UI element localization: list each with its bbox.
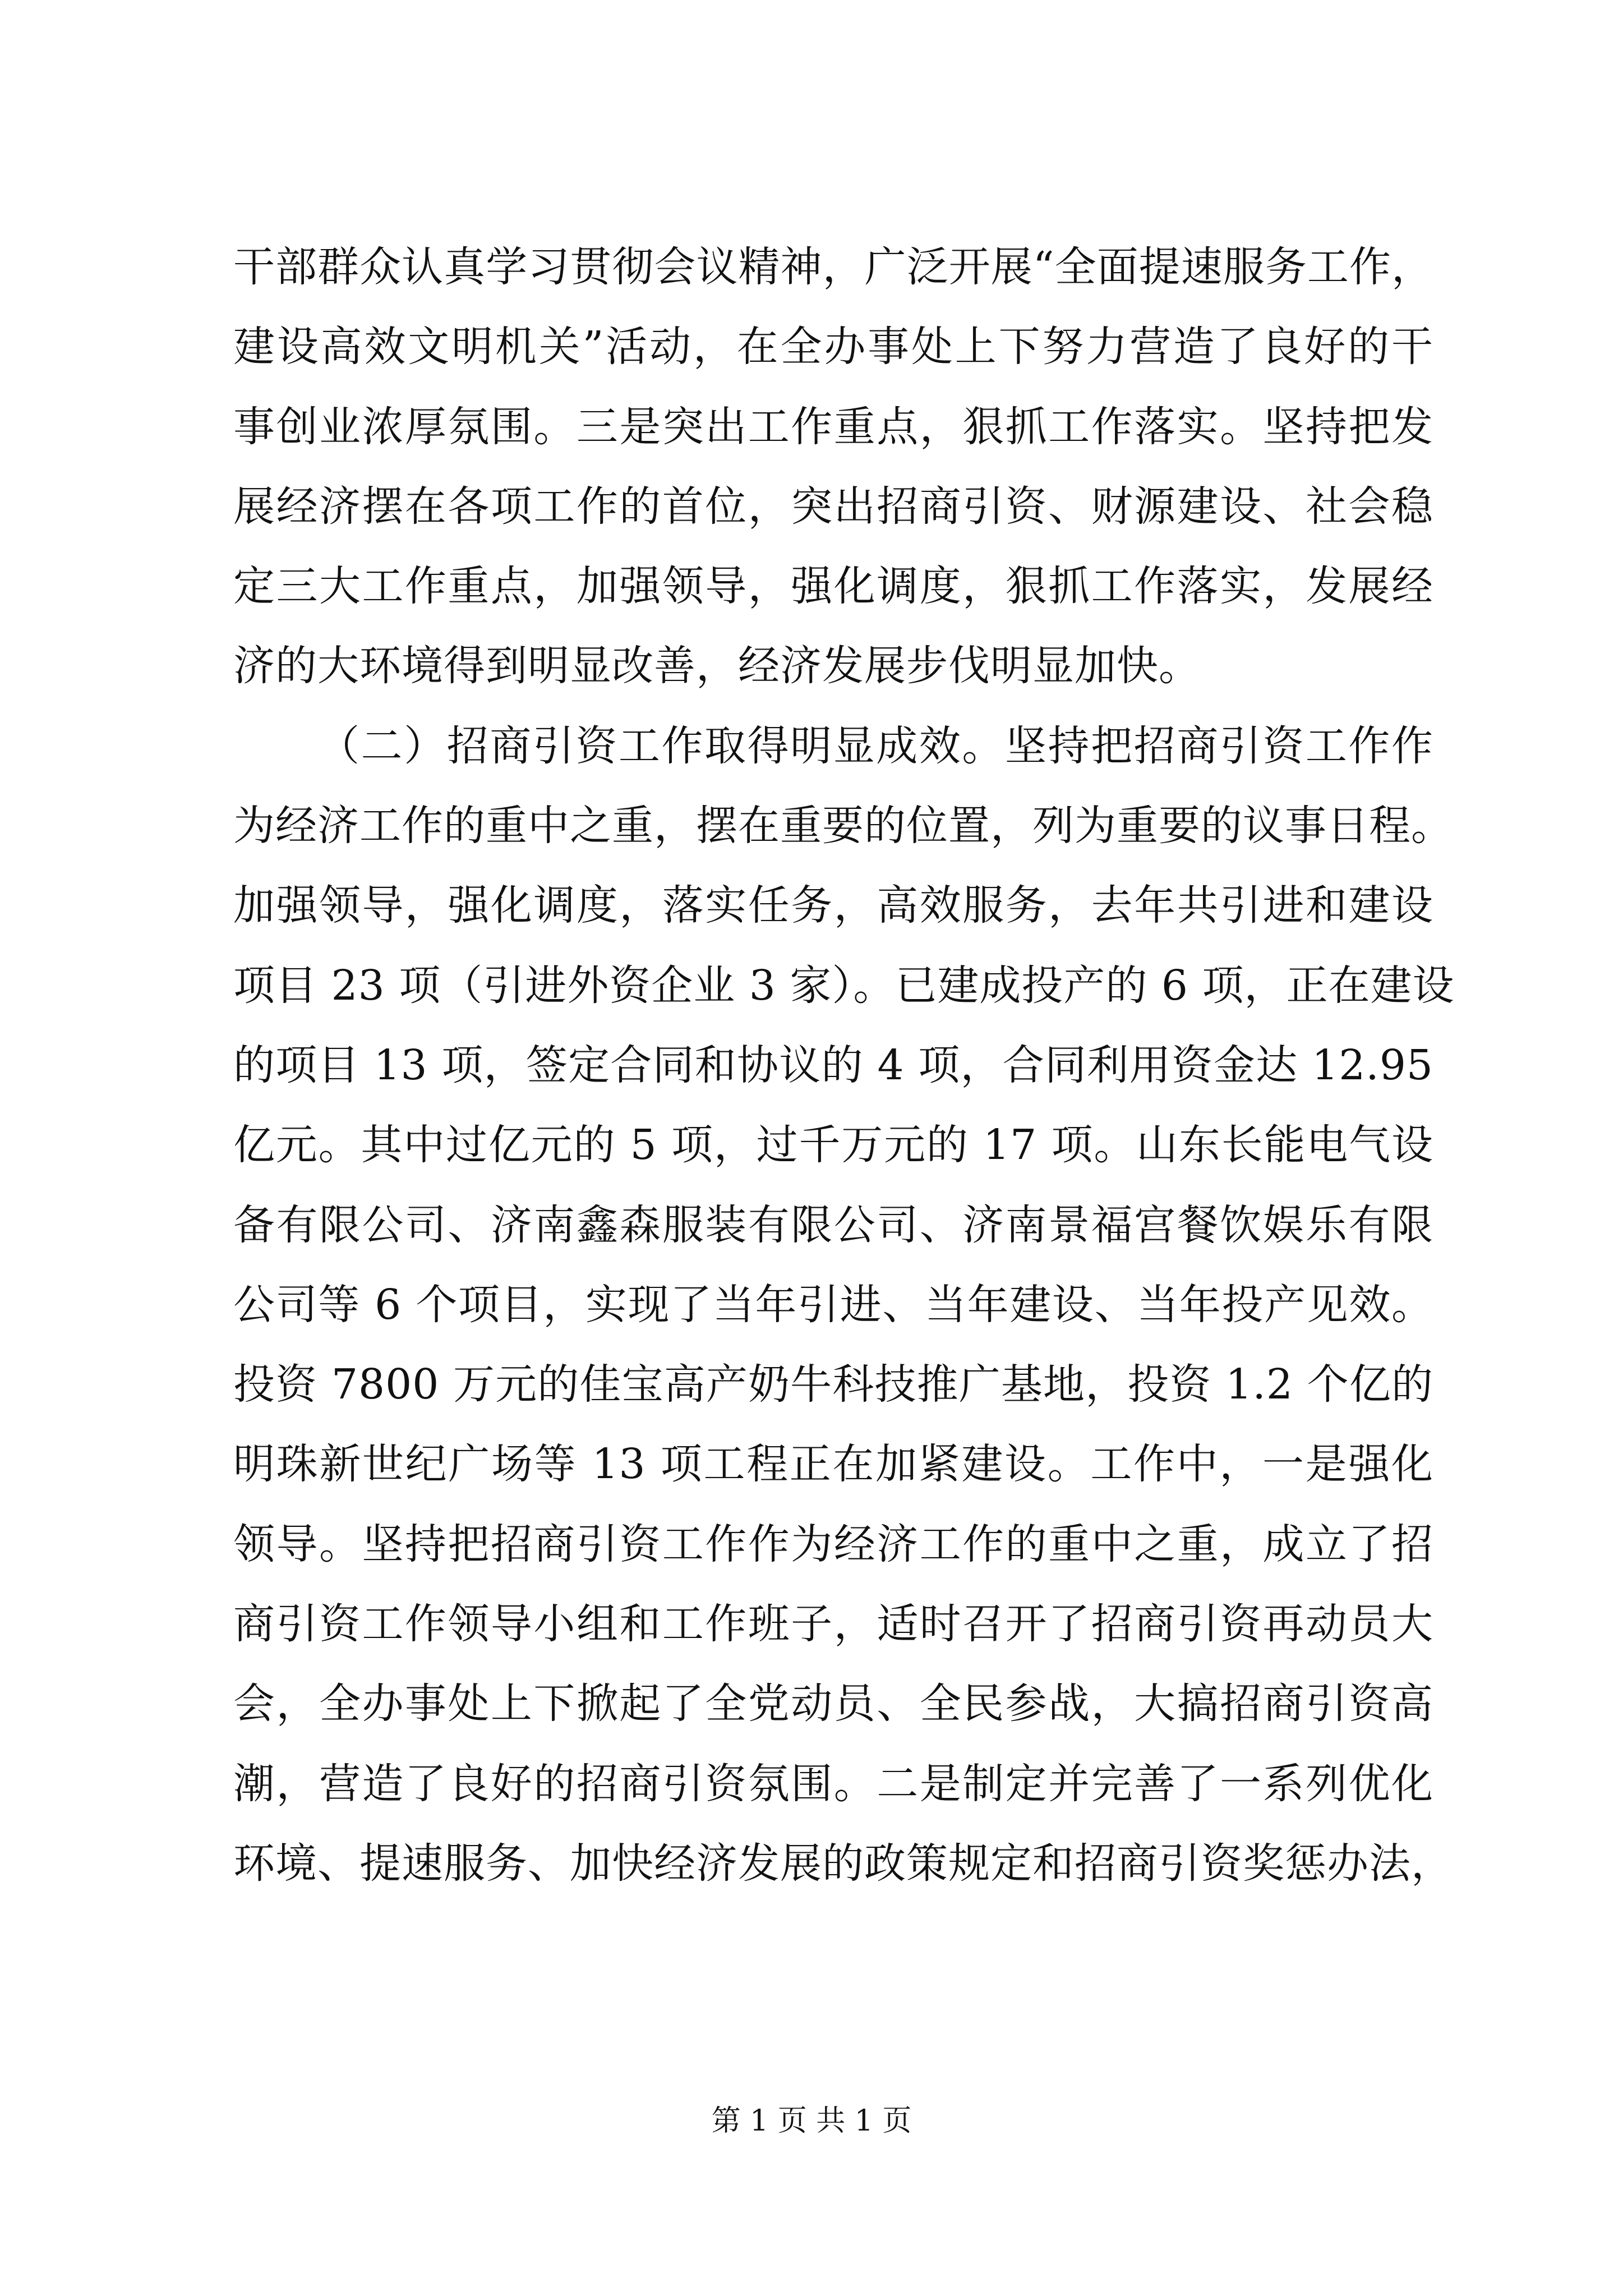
text-line: 会，全办事处上下掀起了全党动员、全民参战，大搞招商引资高: [233, 1680, 1433, 1728]
text-line: 为经济工作的重中之重，摆在重要的位置，列为重要的议事日程。: [233, 802, 1453, 850]
text-line: 环境、提速服务、加快经济发展的政策规定和招商引资奖惩办法，: [233, 1839, 1453, 1888]
text-line: 济的大环境得到明显改善，经济发展步伐明显加快。: [233, 642, 1201, 691]
text-line: 定三大工作重点，加强领导，强化调度，狠抓工作落实，发展经: [233, 562, 1433, 611]
paragraph-start-line: （二）招商引资工作取得明显成效。坚持把招商引资工作作: [318, 721, 1433, 770]
page-footer: [0, 2101, 1623, 2141]
body-text: [233, 227, 1455, 1903]
text-line: 明珠新世纪广场等 13 项工程正在加紧建设。工作中，一是强化: [233, 1440, 1433, 1489]
text-line: 项目 23 项（引进外资企业 3 家）。已建成投产的 6 项，正在建设: [233, 961, 1455, 1010]
text-line: 商引资工作领导小组和工作班子，适时召开了招商引资再动员大: [233, 1600, 1433, 1649]
text-line: 加强领导，强化调度，落实任务，高效服务，去年共引进和建设: [233, 881, 1433, 930]
text-line: 展经济摆在各项工作的首位，突出招商引资、财源建设、社会稳: [233, 482, 1433, 531]
text-line: 亿元。其中过亿元的 5 项，过千万元的 17 项。山东长能电气设: [233, 1121, 1433, 1170]
text-line: 建设高效文明机关”活动，在全办事处上下努力营造了良好的干: [233, 323, 1433, 371]
text-line: 投资 7800 万元的佳宝高产奶牛科技推广基地，投资 1.2 个亿的: [233, 1360, 1433, 1409]
text-line: 公司等 6 个项目，实现了当年引进、当年建设、当年投产见效。: [233, 1280, 1433, 1329]
text-line: 的项目 13 项，签定合同和协议的 4 项，合同利用资金达 12.95: [233, 1041, 1433, 1089]
text-line: 干部群众认真学习贯彻会议精神，广泛开展“全面提速服务工作，: [233, 243, 1433, 291]
text-line: 领导。坚持把招商引资工作作为经济工作的重中之重，成立了招: [233, 1520, 1433, 1568]
page-number-label: 第 1 页 共 1 页: [711, 2104, 912, 2138]
text-line: 备有限公司、济南鑫森服装有限公司、济南景福宫餐饮娱乐有限: [233, 1200, 1433, 1249]
text-line: 潮，营造了良好的招商引资氛围。二是制定并完善了一系列优化: [233, 1759, 1433, 1808]
text-line: 事创业浓厚氛围。三是突出工作重点，狠抓工作落实。坚持把发: [233, 402, 1433, 451]
